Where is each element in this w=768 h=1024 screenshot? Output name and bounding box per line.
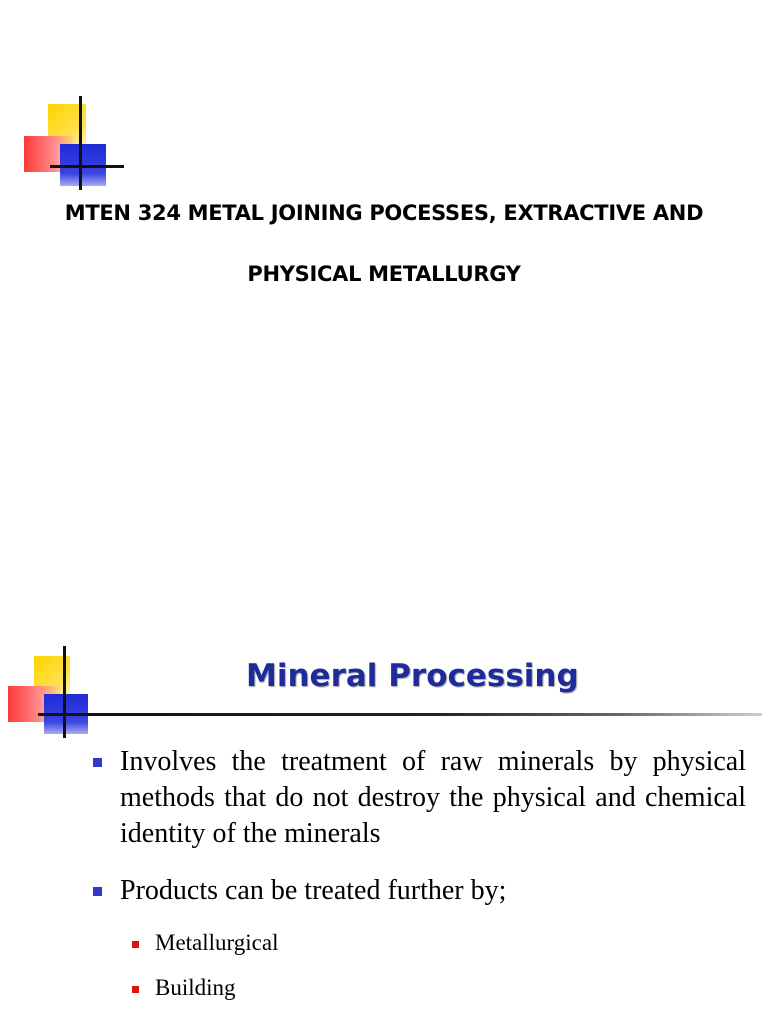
vertical-line (79, 96, 82, 190)
content-slide (0, 600, 768, 1024)
red-square-bullet-icon (132, 941, 139, 948)
bullet-item (120, 744, 746, 852)
vertical-line (63, 646, 66, 738)
horizontal-line (50, 165, 124, 168)
decorative-squares-logo (8, 646, 112, 742)
sub-bullet-item (155, 929, 278, 957)
sub-bullet-item (155, 974, 236, 1002)
bullet-text: Involves the treatment of raw minerals by physical methods that do not destroy the physical and chemical identity of the minerals (120, 746, 746, 849)
course-title-line-2: PHYSICAL METALLURGY (247, 262, 521, 286)
slide-heading: Mineral Processing (246, 658, 579, 694)
title-underline-rule (38, 713, 762, 716)
bullet-item (120, 873, 746, 909)
bullet-text: Products can be treated further by; (120, 875, 507, 906)
square-bullet-icon (93, 758, 102, 767)
square-bullet-icon (93, 887, 102, 896)
sub-bullet-text: Metallurgical (155, 930, 279, 955)
decorative-squares-logo (24, 96, 128, 192)
course-title-line-1: MTEN 324 METAL JOINING POCESSES, EXTRACTIVE AND (64, 201, 704, 225)
sub-bullet-text: Building (155, 975, 236, 1000)
red-square-bullet-icon (132, 986, 139, 993)
